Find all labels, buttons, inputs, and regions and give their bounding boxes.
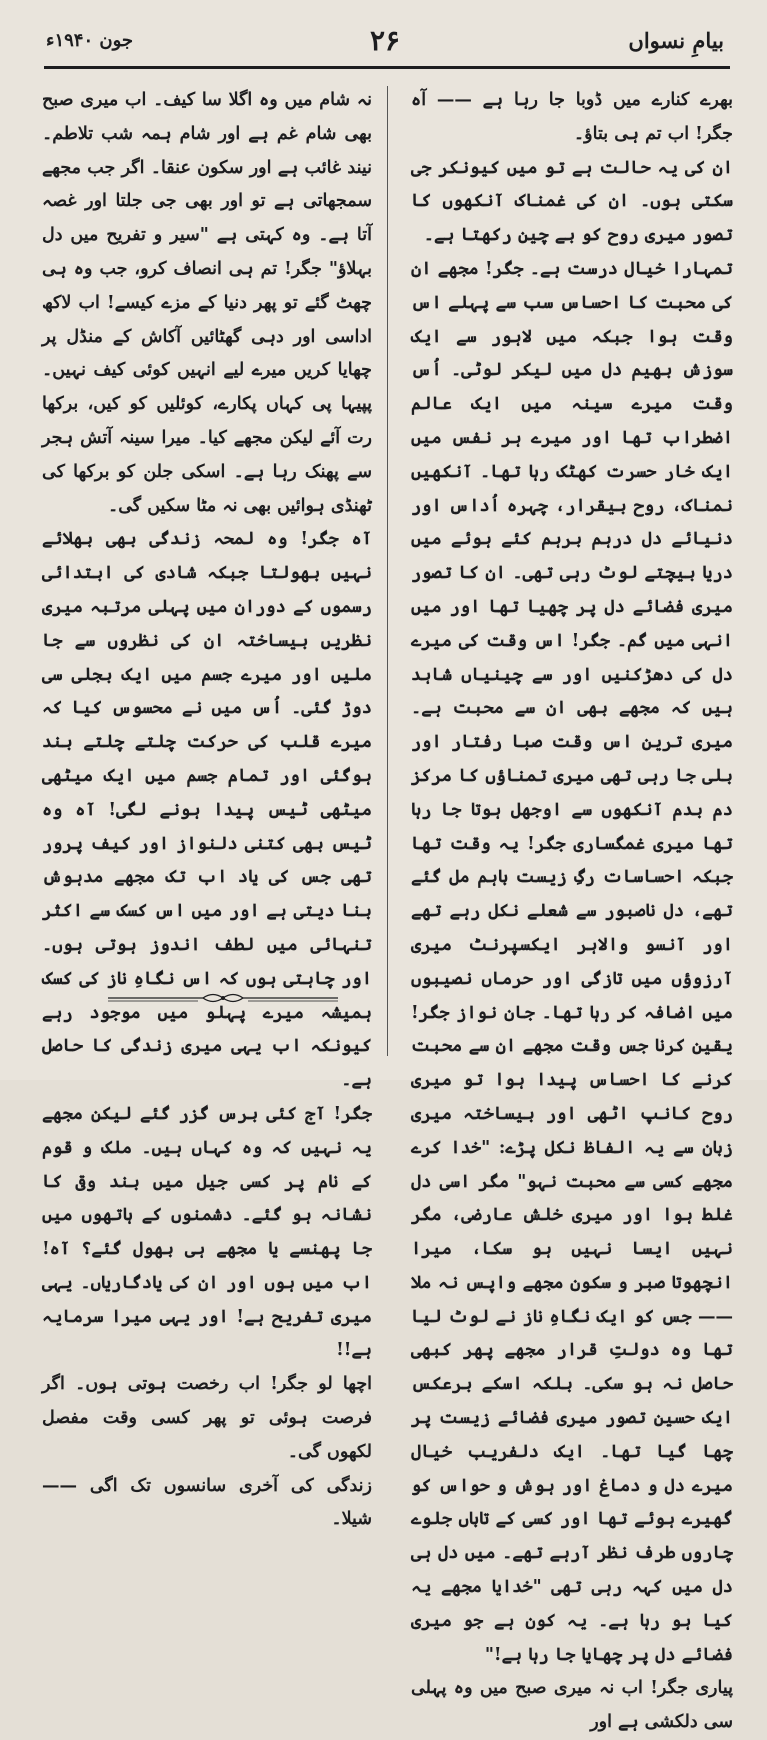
left-column [42,84,372,1537]
page-number: ۲۶ [369,24,401,57]
header-rule [44,66,730,69]
paragraph: ان کی یہ حالت ہے تو میں کیونکر جی سکتی ہوں۔ ان کی غمناک آنکھوں کا تصور میری روح کو بے چین رکھتا ہے۔ [411,157,733,246]
paragraph: اچھا لو جگر! اب رخصت ہوتی ہوں۔ اگر فرصت ہوئی تو پھر کسی وقت مفصل لکھوں گی۔ [42,1374,372,1462]
column-divider [387,86,388,1056]
magazine-title: بیامِ نسواں [628,28,724,53]
paragraph: آہ جگر! وہ لمحہ زندگی بھی بھلائے نہیں بھولتا جبکہ شادی کی ابتدائی رسموں کے دوران میں پہلی مرتبہ میری نظریں بیساختہ ان کی نظروں سے جا ملیں اور میرے جسم میں ایک بجلی سی دوڑ گئی۔ اُس میں نے محسوس کیا کہ میرے قلب کی حرکت چلتے چلتے بند ہوگئی اور تمام جسم میں ایک میٹھی میٹھی ٹیس پیدا ہونے لگی! آہ وہ ٹیس بھی کتنی دلنواز اور کیف پرور تھی جس کی یاد اب تک مجھے مدہوش بنا دیتی ہے اور میں اس کسک سے اکثر تنہائی میں لطف اندوز ہوتی ہوں۔ اور چاہتی ہوں کہ اس نگاہِ ناز کی کسک ہمیشہ میرے پہلو میں موجود رہے کیونکہ اب یہی میری زندگی کا حاصل ہے۔ [42,529,372,1091]
signature-line: زندگی کی آخری سانسوں تک اگی —— شیلا۔ [42,1475,372,1530]
paragraph: بھرے کنارے میں ڈوبا جا رہا ہے —— آہ جگر! اب تم ہی بتاؤ۔ [411,90,733,144]
issue-date: جون ۱۹۴۰ء [46,30,134,51]
paragraph: تمہارا خیال درست ہے۔ جگر! مجھے ان کی محبت کا احساس سب سے پہلے اس وقت ہوا جبکہ میں لاہور سے ایک سوزش بھیم دل میں لیکر لوٹی۔ اُس وقت میرے سینہ میں ایک عالم اضطراب تھا اور میرے ہر نفس میں ایک خار حسرت کھٹک رہا تھا۔ آنکھیں نمناک، روح بیقرار، چہرہ اُداس اور دنیائے دل درہم برہم کئے ہوئے میں دریا بیچتے لوٹ رہی تھی۔ ان کا تصور میری فضائے دل پر چھیا تھا اور میں انہی میں گم۔ جگر! اس وقت کی میرے دل کی دھڑکنیں اور سے چینیاں شاہد ہیں کہ مجھے بھی ان سے محبت ہے۔ میری ترین اس وقت صبا رفتار اور بلی جا رہی تھی میری تمناؤں کا مرکز دم بدم آنکھوں سے اوجھل ہوتا جا رہا تھا میری غمگساری جگر! یہ وقت تھا جبکہ احساسات رگِ زیست باہم مل گئے تھے، دل ناصبور سے شعلے نکل رہے تھے اور آنسو والاہر ایکسپرنٹ میری آرزوؤں میں تازگی اور حرماں نصیبوں میں اضافہ کر رہا تھا۔ جان نواز جگر! یقین کرنا جس وقت مجھے ان سے محبت کرنے کا احساس پیدا ہوا تو میری روح کانپ اٹھی اور بیساختہ میری زبان سے یہ الفاظ نکل پڑے: "خدا کرے مجھے کسی سے محبت نہو" مگر اسی دل غلط ہوا اور میری خلش عارضی، مگر نہیں ایسا نہیں ہو سکا، میرا انچھوتا صبر و سکون مجھے واپس نہ ملا —— جس کو ایک نگاہِ ناز نے لوٹ لیا تھا وہ دولتِ قرار مجھے پھر کبھی حاصل نہ ہو سکی۔ بلکہ اسکے برعکس ایک حسین تصور میری فضائے زیست پر چھا گیا تھا۔ ایک دلفریب خیال میرے دل و دماغ اور ہوش و حواس کو گھیرے ہوئے تھا اور کسی کے تاباں جلوے چاروں طرف نظر آرہے تھے۔ میں دل ہی دل میں کہہ رہی تھی "خدایا مجھے یہ کیا ہو رہا ہے۔ یہ کون ہے جو میری فضائے دل پر چھایا جا رہا ہے!" [411,258,733,1665]
paragraph: پیاری جگر! اب نہ میری صبح میں وہ پہلی سی دلکشی ہے اور [411,1678,733,1733]
right-column [411,84,733,1740]
paragraph: جگر! آج کئی برس گزر گئے لیکن مجھے یہ نہیں کہ وہ کہاں ہیں۔ ملک و قوم کے نام پر کسی جیل میں بند وقی کا نشانہ ہو گئے۔ دشمنوں کے ہاتھوں میں جا پھنسے یا مجھے ہی بھول گئے؟ آہ! اب میں ہوں اور ان کی یادگاریاں۔ یہی میری تفریح ہے! اور یہی میرا سرمایہ ہے!! [42,1103,372,1361]
page-header [40,22,730,68]
ornament-divider-icon [108,990,338,1006]
paragraph: نہ شام میں وہ اگلا سا کیف۔ اب میری صبح بھی شام غم ہے اور شام ہمہ شب تلاطم۔ نیند غائب ہے اور سکون عنقا۔ اگر جب مجھے سمجھاتی ہے تو اور بھی جی جلتا اور غصہ آتا ہے۔ وہ کہتی ہے "سیر و تفریح میں دل بہلاؤ" جگر! تم ہی انصاف کرو، جب وہ ہی چھٹ گئے تو پھر دنیا کے مزے کیسے! اب لاکھ اداسی اور دہی گھٹائیں آکاش کے منڈل پر چھایا کریں میرے لیے انہیں کوئی کیف نہیں۔ پپیہا پی کہاں پکارے، کوئلیں کو کیں، برکھا رت آئے لیکن مجھے کیا۔ میرا سینہ آتش ہجر سے پھنک رہا ہے۔ اسکی جلن کو برکھا کی ٹھنڈی ہوائیں بھی نہ مٹا سکیں گی۔ [42,90,372,516]
